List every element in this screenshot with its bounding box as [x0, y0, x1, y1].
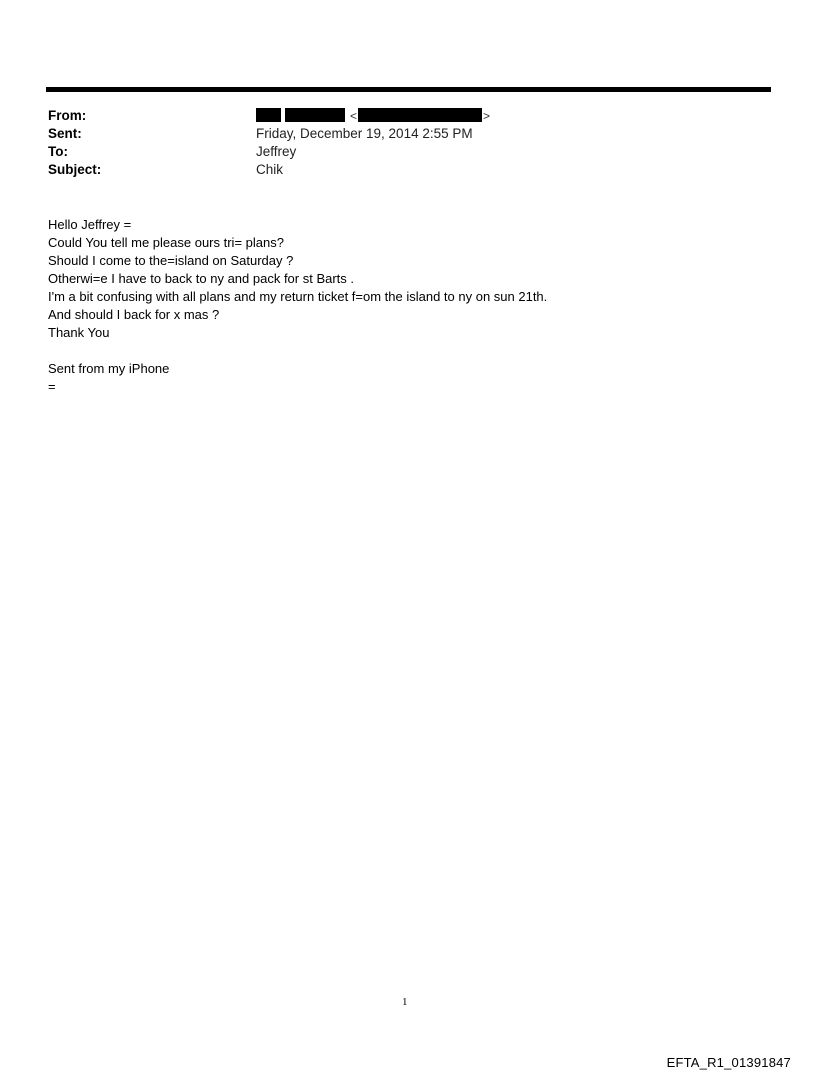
from-row [48, 107, 748, 125]
page-number: 1 [402, 996, 408, 1008]
sent-row [48, 125, 748, 143]
body-line: Could You tell me please ours tri= plans? [48, 235, 284, 250]
subject-row [48, 161, 748, 179]
redaction-block [285, 108, 345, 122]
to-label: To: [48, 144, 68, 159]
body-line: And should I back for x mas ? [48, 307, 220, 322]
header-divider-rule [46, 87, 771, 92]
email-body [48, 216, 748, 396]
sent-value: Friday, December 19, 2014 2:55 PM [256, 126, 473, 141]
body-line-blank [48, 342, 748, 360]
redaction-block [256, 108, 281, 122]
body-line: Otherwi=e I have to back to ny and pack for st Barts . [48, 271, 355, 286]
to-value: Jeffrey [256, 144, 297, 159]
redaction-block [358, 108, 482, 122]
body-line: I'm a bit confusing with all plans and my return ticket f=om the island to ny on sun 21th. [48, 289, 548, 304]
bates-number: EFTA_R1_01391847 [666, 1055, 791, 1070]
from-label: From: [48, 108, 87, 123]
signature-line: Sent from my iPhone [48, 361, 170, 376]
from-open-bracket: < [350, 109, 358, 123]
subject-value: Chik [256, 162, 284, 177]
to-row [48, 143, 748, 161]
body-line: Should I come to the=island on Saturday ? [48, 253, 294, 268]
body-line: Hello Jeffrey = [48, 217, 132, 232]
body-line: = [48, 379, 56, 394]
from-value [256, 107, 491, 125]
subject-label: Subject: [48, 162, 102, 177]
from-close-bracket: > [483, 109, 491, 123]
body-line: Thank You [48, 325, 110, 340]
sent-label: Sent: [48, 126, 82, 141]
email-header [48, 107, 748, 179]
